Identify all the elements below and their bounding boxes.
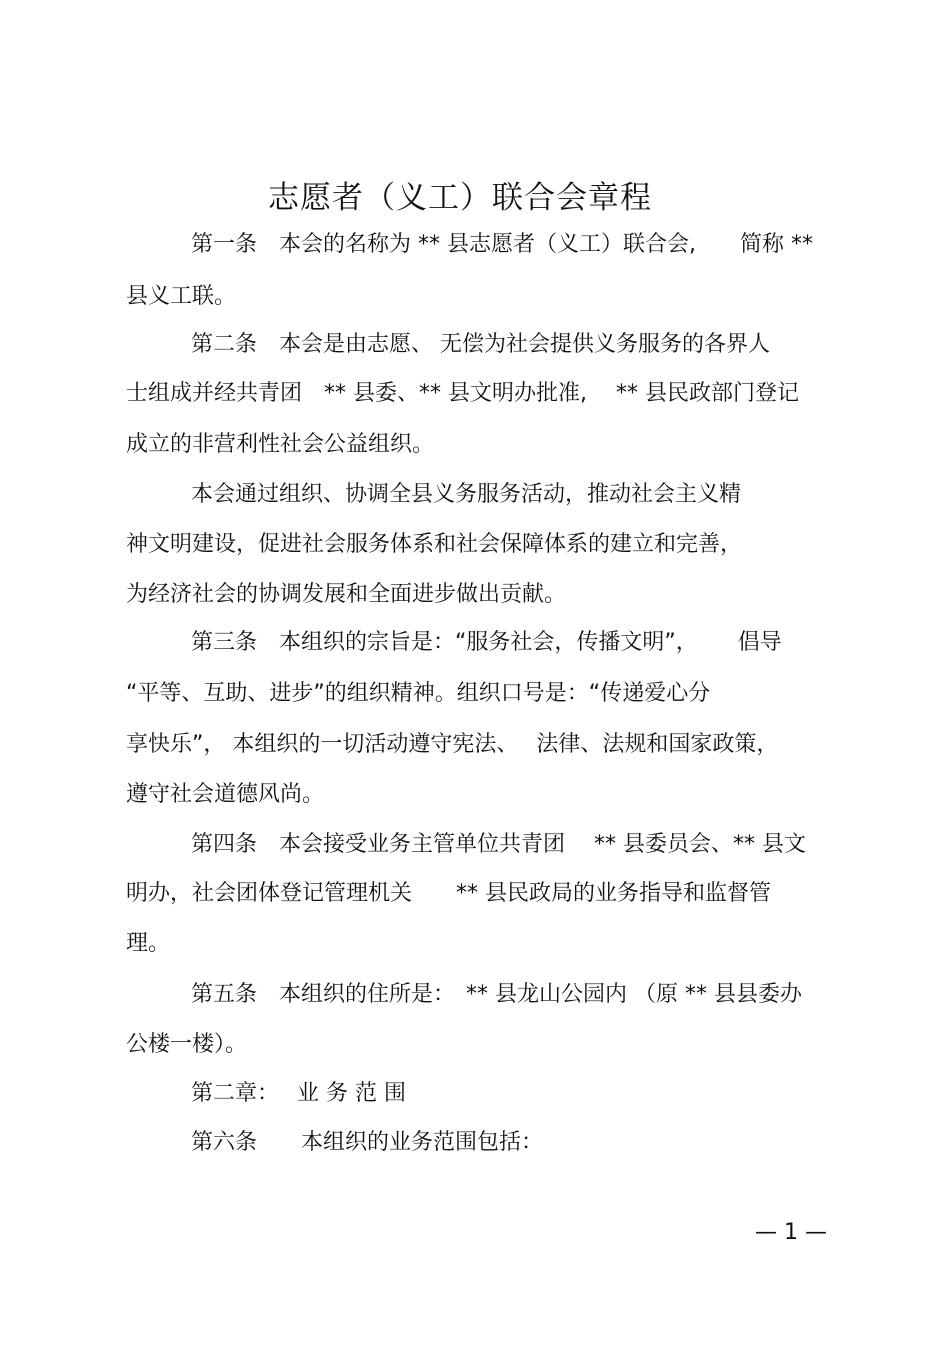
body-line-8: 为经济社会的协调发展和全面进步做出贡献。 <box>126 582 567 607</box>
body-line-16: 第五条 本组织的住所是： ** 县龙山公园内 （原 ** 县县委办 <box>191 982 802 1007</box>
page-number: — 1 — <box>755 1220 827 1245</box>
body-line-19: 第六条 本组织的业务范围包括： <box>191 1130 544 1155</box>
body-line-6: 本会通过组织、协调全县义务服务活动，推动社会主义精 <box>191 482 742 507</box>
body-line-15: 理。 <box>126 931 171 956</box>
body-line-10: “平等、互助、进步”的组织精神。组织口号是：“传递爱心分 <box>126 681 711 706</box>
body-line-13: 第四条 本会接受业务主管单位共青团 ** 县委员会、** 县文 <box>191 832 806 857</box>
body-line-9: 第三条 本组织的宗旨是：“服务社会，传播文明”， 倡导 <box>191 630 782 655</box>
body-line-3: 第二条 本会是由志愿、 无偿为社会提供义务服务的各界人 <box>191 332 770 357</box>
chapter-heading: 第二章： 业 务 范 围 <box>191 1081 406 1106</box>
body-line-4: 士组成并经共青团 ** 县委、** 县文明办批准, ** 县民政部门登记 <box>126 381 799 406</box>
body-line-5: 成立的非营利性社会公益组织。 <box>126 432 435 457</box>
body-line-2: 县义工联。 <box>126 284 237 309</box>
body-line-12: 遵守社会道德风尚。 <box>126 782 325 807</box>
body-line-7: 神文明建设，促进社会服务体系和社会保障体系的建立和完善， <box>126 532 743 557</box>
body-line-17: 公楼一楼）。 <box>126 1032 248 1057</box>
page-title: 志愿者（义工）联合会章程 <box>268 180 652 216</box>
body-line-11: 享快乐”， 本组织的一切活动遵守宪法、 法律、法规和国家政策， <box>126 732 779 757</box>
body-line-1: 第一条 本会的名称为 ** 县志愿者（义工）联合会, 简称 ** <box>191 232 813 257</box>
body-line-14: 明办，社会团体登记管理机关 ** 县民政局的业务指导和监督管 <box>126 881 771 906</box>
